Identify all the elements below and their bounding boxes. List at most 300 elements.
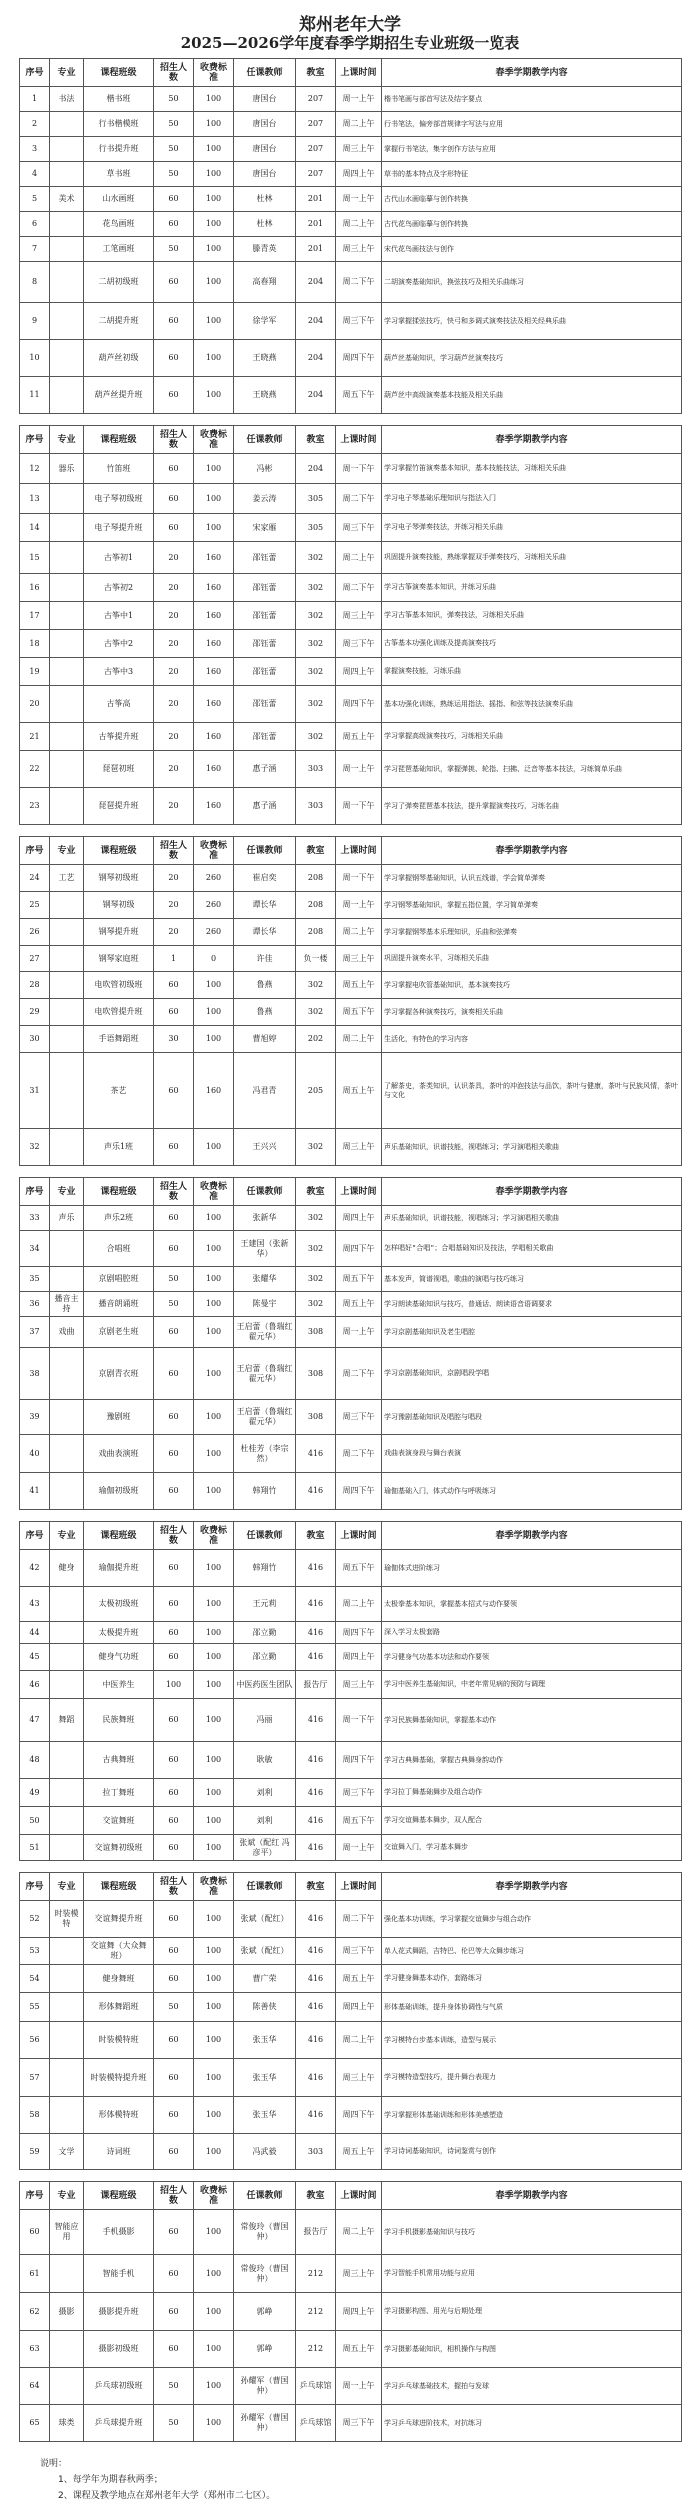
table-cell: 60 [154,1622,194,1644]
table-cell: 100 [194,514,234,542]
table-cell: 302 [296,542,336,574]
table-cell: 50 [154,162,194,187]
table-cell: 周四下午 [336,1622,382,1644]
table-cell: 周三上午 [336,1129,382,1166]
table-cell: 100 [194,1699,234,1742]
table-cell: 深入学习太极套路 [382,1622,682,1644]
table-row [20,2331,682,2368]
table-cell [50,751,84,788]
table-cell: 学习摄影基础知识，相机操作与构图 [382,2331,682,2368]
table-cell: 周三下午 [336,630,382,658]
table-cell: 25 [20,892,50,919]
table-cell: 杜林 [234,212,296,237]
table-cell: 张新华 [234,1206,296,1231]
table-cell: 惠子涵 [234,788,296,825]
table-cell: 形体舞蹈班 [84,1993,154,2022]
table-cell: 15 [20,542,50,574]
table-cell: 负一楼 [296,946,336,972]
table-cell: 100 [194,187,234,212]
table-cell: 周四上午 [336,162,382,187]
table-cell [50,1129,84,1166]
column-header: 课程班级 [84,1522,154,1550]
table-cell: 交谊舞（大众舞班） [84,1938,154,1965]
table-cell: 416 [296,1435,336,1473]
column-header: 春季学期教学内容 [382,1873,682,1901]
table-cell: 韩翔竹 [234,1473,296,1510]
table-cell: 416 [296,1699,336,1742]
table-cell [50,303,84,340]
table-cell: 20 [154,865,194,892]
table-cell: 电吹管提升班 [84,999,154,1026]
table-cell: 60 [20,2210,50,2255]
table-cell: 13 [20,484,50,514]
table-row [20,1779,682,1807]
column-header: 春季学期教学内容 [382,59,682,87]
table-cell: 学习钢琴基础知识，掌握五指位置，学习简单弹奏 [382,892,682,919]
table-cell: 60 [154,303,194,340]
table-cell: 徐学军 [234,303,296,340]
table-cell: 60 [154,1435,194,1473]
table-cell: 60 [154,2097,194,2134]
table-cell: 160 [194,574,234,602]
column-header: 任课教师 [234,1873,296,1901]
table-cell: 杜林 [234,187,296,212]
table-cell: 23 [20,788,50,825]
table-cell [50,630,84,658]
table-cell: 10 [20,340,50,377]
table-cell: 学习乒乓球进阶技术，对抗练习 [382,2405,682,2442]
column-header: 序号 [20,837,50,865]
table-row [20,892,682,919]
table-cell: 100 [194,1129,234,1166]
table-cell: 学习掌握钢琴基本乐理知识，乐曲和弦弹奏 [382,919,682,946]
table-cell: 60 [154,999,194,1026]
column-header: 招生人数 [154,59,194,87]
table-cell: 古筝提升班 [84,723,154,751]
table-cell: 100 [194,972,234,999]
table-cell: 花鸟画班 [84,212,154,237]
table-cell: 11 [20,377,50,414]
column-header: 任课教师 [234,2182,296,2210]
table-cell: 健身舞班 [84,1965,154,1993]
table-cell: 交谊舞入门，学习基本舞步 [382,1835,682,1861]
table-cell: 1 [154,946,194,972]
column-header: 专业 [50,1873,84,1901]
table-cell: 陈善侠 [234,1993,296,2022]
table-cell: 鲁燕 [234,972,296,999]
table-cell: 100 [154,1671,194,1699]
table-cell: 0 [194,946,234,972]
table-cell: 20 [154,630,194,658]
table-cell: 16 [20,574,50,602]
table-cell: 戏曲 [50,1317,84,1348]
column-header: 课程班级 [84,2182,154,2210]
table-cell: 60 [154,1742,194,1779]
table-cell: 57 [20,2059,50,2097]
table-cell: 声乐 [50,1206,84,1231]
column-header: 教室 [296,1873,336,1901]
table-cell: 100 [194,303,234,340]
table-cell: 100 [194,1938,234,1965]
table-cell: 交谊舞班 [84,1807,154,1835]
table-cell: 周三下午 [336,1779,382,1807]
table-cell: 琵琶提升班 [84,788,154,825]
table-cell: 学习掌握高级演奏技巧，习练相关乐曲 [382,723,682,751]
table-cell: 20 [20,686,50,723]
table-cell: 刘利 [234,1779,296,1807]
table-cell [50,1938,84,1965]
column-header: 收费标准 [194,2182,234,2210]
table-cell: 中医药医生团队 [234,1671,296,1699]
table-cell: 周五上午 [336,2331,382,2368]
table-cell: 207 [296,112,336,137]
table-row [20,1231,682,1267]
table-cell: 60 [154,1835,194,1861]
table-cell: 曹广荣 [234,1965,296,1993]
table-cell: 100 [194,454,234,484]
table-cell: 崔启奕 [234,865,296,892]
notes-title: 说明： [40,2459,68,2469]
table-cell: 古筝中1 [84,602,154,630]
table-cell: 二胡演奏基础知识，换弦技巧及相关乐曲练习 [382,262,682,303]
table-cell: 20 [154,892,194,919]
table-cell: 邵钰蕾 [234,602,296,630]
table-cell: 智能应用 [50,2210,84,2255]
table-cell: 60 [154,2134,194,2170]
table-cell [50,212,84,237]
table-cell: 草书班 [84,162,154,187]
column-header: 招生人数 [154,1522,194,1550]
table-cell: 60 [154,1317,194,1348]
page-subtitle: 2025—2026学年度春季学期招生专业班级一览表 [180,34,520,52]
table-cell: 100 [194,1965,234,1993]
column-header: 专业 [50,59,84,87]
table-row [20,1053,682,1129]
table-cell: 160 [194,658,234,686]
table-row [20,162,682,187]
table-cell: 60 [154,484,194,514]
table-cell: 160 [194,630,234,658]
table-cell: 美术 [50,187,84,212]
table-row [20,303,682,340]
table-row [20,1267,682,1292]
table-cell: 160 [194,1053,234,1129]
column-header: 专业 [50,1178,84,1206]
table-cell: 冯彬 [234,454,296,484]
table-cell: 竹笛班 [84,454,154,484]
table-row [20,2059,682,2097]
table-cell: 周五上午 [336,1292,382,1317]
column-header: 春季学期教学内容 [382,1178,682,1206]
table-cell: 416 [296,2097,336,2134]
table-row [20,574,682,602]
table-cell: 204 [296,303,336,340]
table-cell: 周二下午 [336,1348,382,1400]
table-cell [50,723,84,751]
table-cell: 208 [296,892,336,919]
table-cell: 行书提升班 [84,137,154,162]
table-cell: 常俊玲（曹国仲） [234,2255,296,2293]
table-cell: 谭长华 [234,919,296,946]
table-cell: 100 [194,377,234,414]
table-header-row [20,1178,682,1206]
table-cell: 周三上午 [336,2059,382,2097]
table-cell: 瑜伽提升班 [84,1550,154,1587]
table-cell: 王元莉 [234,1587,296,1622]
table-cell: 416 [296,1965,336,1993]
table-cell: 宋代花鸟画技法与创作 [382,237,682,262]
table-row [20,602,682,630]
table-cell: 100 [194,1622,234,1644]
table-cell: 100 [194,1026,234,1053]
table-row [20,1622,682,1644]
table-cell: 100 [194,2097,234,2134]
table-cell: 冯丽 [234,1699,296,1742]
table-row [20,865,682,892]
table-cell: 戏曲表演班 [84,1435,154,1473]
table-cell: 100 [194,1473,234,1510]
table-cell: 诗词班 [84,2134,154,2170]
table-cell: 62 [20,2293,50,2331]
table-cell: 100 [194,112,234,137]
table-cell: 周一上午 [336,892,382,919]
table-cell: 行书楷模班 [84,112,154,137]
table-cell: 20 [154,788,194,825]
table-cell: 电吹管初级班 [84,972,154,999]
table-cell: 50 [154,137,194,162]
table-row [20,2097,682,2134]
table-cell: 钢琴初级 [84,892,154,919]
table-cell: 20 [154,602,194,630]
table-cell: 3 [20,137,50,162]
table-cell: 王启蕾（鲁瑞红 翟元华） [234,1317,296,1348]
table-cell: 姜云涛 [234,484,296,514]
table-cell: 60 [154,1473,194,1510]
table-cell: 160 [194,542,234,574]
table-cell: 行书笔法，偏旁部首规律字写法与应用 [382,112,682,137]
table-cell: 学习交谊舞基本舞步，双人配合 [382,1807,682,1835]
table-cell: 唐国台 [234,112,296,137]
table-cell: 20 [154,751,194,788]
table-cell: 葫芦丝提升班 [84,377,154,414]
table-cell: 学习古典舞基础，掌握古典舞身韵动作 [382,1742,682,1779]
table-cell: 周四下午 [336,1742,382,1779]
column-header: 序号 [20,1522,50,1550]
table-cell: 手机摄影 [84,2210,154,2255]
page-title: 郑州老年大学 [299,15,401,35]
table-cell: 212 [296,2331,336,2368]
table-cell: 26 [20,919,50,946]
table-cell: 53 [20,1938,50,1965]
table-cell: 20 [154,574,194,602]
table-cell [50,602,84,630]
table-cell: 京剧唱腔班 [84,1267,154,1292]
table-cell: 60 [154,187,194,212]
table-cell: 时装模特 [50,1901,84,1938]
table-cell: 戏曲表演身段与舞台表演 [382,1435,682,1473]
table-header-row [20,59,682,87]
column-header: 任课教师 [234,1178,296,1206]
table-cell: 100 [194,1835,234,1861]
table-cell: 60 [154,2293,194,2331]
table-row [20,1348,682,1400]
table-cell: 41 [20,1473,50,1510]
table-cell: 60 [154,377,194,414]
table-cell: 208 [296,919,336,946]
table-cell: 36 [20,1292,50,1317]
table-cell: 52 [20,1901,50,1938]
table-cell: 葫芦丝初级 [84,340,154,377]
table-cell: 周三上午 [336,137,382,162]
table-cell: 60 [154,1550,194,1587]
table-cell: 高春翔 [234,262,296,303]
table-row [20,377,682,414]
table-row [20,1993,682,2022]
table-cell: 邵钰蕾 [234,723,296,751]
table-cell: 60 [154,1965,194,1993]
table-cell [50,1587,84,1622]
table-cell: 手语舞蹈班 [84,1026,154,1053]
table-cell: 周三上午 [336,1671,382,1699]
table-cell: 160 [194,723,234,751]
table-cell [50,514,84,542]
table-cell [50,1779,84,1807]
table-cell: 260 [194,892,234,919]
table-cell [50,946,84,972]
table-cell: 常俊玲（曹国仲） [234,2210,296,2255]
column-header: 任课教师 [234,426,296,454]
column-header: 招生人数 [154,1873,194,1901]
table-cell [50,340,84,377]
table-cell: 39 [20,1400,50,1435]
table-cell: 周四上午 [336,658,382,686]
table-cell: 204 [296,262,336,303]
table-cell: 160 [194,686,234,723]
table-cell: 33 [20,1206,50,1231]
table-cell: 韩翔竹 [234,1550,296,1587]
table-cell: 100 [194,999,234,1026]
table-cell [50,1267,84,1292]
table-cell: 太极拳基本知识，掌握基本招式与动作要领 [382,1587,682,1622]
table-cell: 60 [154,1206,194,1231]
table-cell: 周一上午 [336,2368,382,2405]
table-cell: 周一上午 [336,187,382,212]
table-cell: 周一下午 [336,454,382,484]
table-cell: 邵钰蕾 [234,630,296,658]
table-row [20,1644,682,1671]
table-header-row [20,2182,682,2210]
table-cell [50,2059,84,2097]
table-cell: 学习古筝演奏基本知识，并练习乐曲 [382,574,682,602]
table-cell: 58 [20,2097,50,2134]
table-cell: 周五上午 [336,972,382,999]
table-cell: 20 [154,658,194,686]
table-row [20,2134,682,2170]
table-cell: 王建国（张新华） [234,1231,296,1267]
table-row [20,1671,682,1699]
table-cell: 302 [296,1129,336,1166]
table-row [20,1026,682,1053]
table-cell: 强化基本功训练，学习掌握交谊舞步与组合动作 [382,1901,682,1938]
table-cell: 唐国台 [234,162,296,187]
table-cell: 惠子涵 [234,751,296,788]
table-cell: 100 [194,1348,234,1400]
table-cell: 张玉华 [234,2097,296,2134]
table-cell: 学习掌握钢琴基础知识，认识五线谱，学会简单弹奏 [382,865,682,892]
column-header: 收费标准 [194,59,234,87]
table-cell [50,1053,84,1129]
table-cell: 60 [154,1053,194,1129]
table-cell [50,1807,84,1835]
table-cell: 60 [154,1587,194,1622]
table-cell: 60 [154,1699,194,1742]
table-row [20,1435,682,1473]
table-row [20,137,682,162]
table-cell: 张玉华 [234,2022,296,2059]
table-cell: 100 [194,2368,234,2405]
table-cell: 207 [296,137,336,162]
table-cell: 416 [296,1938,336,1965]
table-cell: 100 [194,1206,234,1231]
column-header: 上课时间 [336,1178,382,1206]
table-cell: 学习智能手机常用功能与应用 [382,2255,682,2293]
table-cell: 60 [154,1938,194,1965]
table-cell: 160 [194,788,234,825]
table-cell: 周三上午 [336,2255,382,2293]
table-cell [50,1435,84,1473]
table-cell: 416 [296,1622,336,1644]
table-cell: 100 [194,87,234,112]
table-cell: 303 [296,751,336,788]
table-cell: 形体基础训练，提升身体协调性与气质 [382,1993,682,2022]
table-cell: 学习琵琶基础知识，掌握弹挑、轮指、扫拂、泛音等基本技法，习练简单乐曲 [382,751,682,788]
table-cell: 邵立勤 [234,1644,296,1671]
table-cell: 掌握演奏技能，习练乐曲 [382,658,682,686]
table-cell: 学习健身舞基本动作，套路练习 [382,1965,682,1993]
table-cell: 60 [154,972,194,999]
table-cell: 29 [20,999,50,1026]
table-cell: 31 [20,1053,50,1129]
table-cell: 28 [20,972,50,999]
table-cell: 302 [296,686,336,723]
table-cell: 20 [154,542,194,574]
table-cell: 54 [20,1965,50,1993]
table-cell [50,137,84,162]
column-header: 上课时间 [336,2182,382,2210]
table-cell: 周四下午 [336,1231,382,1267]
table-cell: 160 [194,602,234,630]
table-cell: 416 [296,1473,336,1510]
table-header-row [20,837,682,865]
course-table [19,836,682,1166]
table-cell [50,1400,84,1435]
table-cell: 周四下午 [336,340,382,377]
table-cell: 宋家雁 [234,514,296,542]
table-cell: 260 [194,865,234,892]
table-cell: 学习拉丁舞基础舞步及组合动作 [382,1779,682,1807]
table-cell: 古筝高 [84,686,154,723]
table-cell: 怎样唱好"合唱"；合唱基础知识及技法，学唱相关歌曲 [382,1231,682,1267]
table-cell: 60 [154,2255,194,2293]
table-cell: 周一上午 [336,1835,382,1861]
table-cell: 健身 [50,1550,84,1587]
table-cell: 草书的基本特点及字形特征 [382,162,682,187]
table-cell: 302 [296,1267,336,1292]
table-cell [50,892,84,919]
table-cell: 49 [20,1779,50,1807]
column-header: 任课教师 [234,837,296,865]
table-cell: 古筝基本功强化训练及提高演奏技巧 [382,630,682,658]
